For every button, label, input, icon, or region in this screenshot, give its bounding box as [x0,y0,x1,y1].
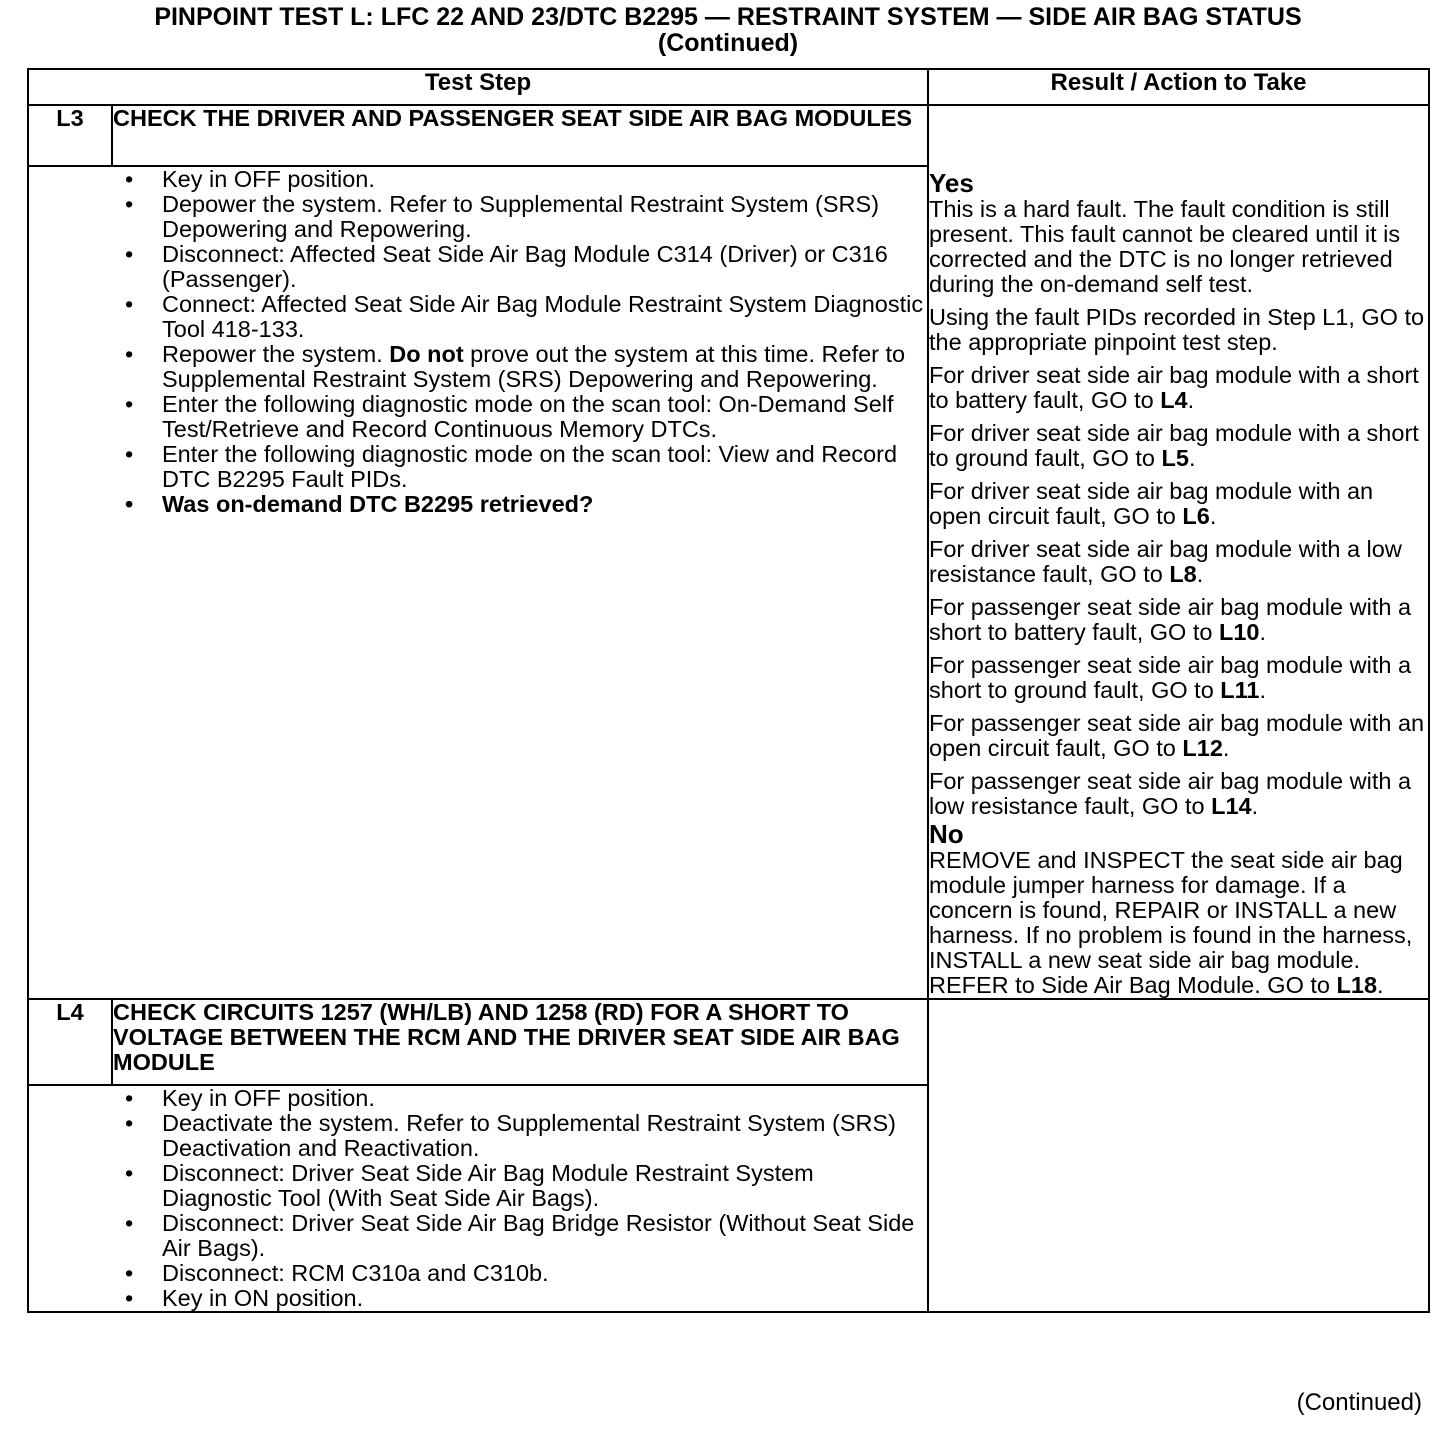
step-l3-title-row [28,105,1429,166]
list-item: • Connect: Affected Seat Side Air Bag Module Restraint System Diagnostic Tool 418-133. [29,292,927,342]
route-l6: For driver seat side air bag module with an open circuit fault, GO to L6. [929,478,1374,529]
header-row [28,69,1429,105]
list-item: • Deactivate the system. Refer to Supplemental Restraint System (SRS) Deactivation and Reactivation. [29,1111,927,1161]
step-l3-body [28,166,928,999]
step-l4-id: L4 [28,999,112,1085]
route-ref: L4 [1160,387,1188,413]
page-title [0,4,1456,56]
step-l4-title-row [28,999,1429,1085]
list-item: • Was on-demand DTC B2295 retrieved? [29,492,927,517]
list-item: • Disconnect: Affected Seat Side Air Bag Module C314 (Driver) or C316 (Passenger). [29,242,927,292]
yes-label: Yes [929,168,974,198]
step-l4-body [28,1085,928,1312]
continued-footer: (Continued) [1296,1389,1422,1416]
route-l8: For driver seat side air bag module with a low resistance fault, GO to L8. [929,536,1402,587]
yes-text: This is a hard fault. The fault condition is still present. This fault cannot be cleared until it is corrected and the DTC is no longer retrieved during the on-demand self test. [929,196,1401,297]
route-ref: L11 [1220,677,1260,703]
route-l11: For passenger seat side air bag module with a short to ground fault, GO to L11. [929,652,1412,703]
list-item: • Key in ON position. [29,1286,927,1311]
route-ref: L5 [1161,445,1189,471]
step-l3-id: L3 [28,105,112,166]
list-item: • Enter the following diagnostic mode on the scan tool: On-Demand Self Test/Retrieve and Record Continuous Memory DTCs. [29,392,927,442]
step-l3-result [928,105,1429,999]
list-item: • Disconnect: Driver Seat Side Air Bag Bridge Resistor (Without Seat Side Air Bags). [29,1211,927,1261]
route-l4: For driver seat side air bag module with a short to battery fault, GO to L4. [929,362,1419,413]
list-item: • Disconnect: RCM C310a and C310b. [29,1261,927,1286]
no-text: REMOVE and INSPECT the seat side air bag module jumper harness for damage. If a concern is found, REPAIR or INSTALL a new harness. If no problem is found in the harness, INSTALL a new seat side air bag module. REFER to Side Air Bag Module. GO to L18. [929,847,1413,998]
route-ref: L6 [1182,503,1210,529]
list-item: • Repower the system. Do not prove out the system at this time. Refer to Supplemental Restraint System (SRS) Depowering and Repowering. [29,342,927,392]
route-l5: For driver seat side air bag module with a short to ground fault, GO to L5. [929,420,1419,471]
route-l10: For passenger seat side air bag module with a short to battery fault, GO to L10. [929,594,1412,645]
list-item: • Enter the following diagnostic mode on the scan tool: View and Record DTC B2295 Fault PIDs. [29,442,927,492]
list-item: • Key in OFF position. [29,1086,927,1111]
route-l14: For passenger seat side air bag module with a low resistance fault, GO to L14. [929,768,1412,819]
step-l3-title: CHECK THE DRIVER AND PASSENGER SEAT SIDE AIR BAG MODULES [112,105,928,166]
step-l4-result [928,999,1429,1312]
header-test-step: Test Step [28,69,928,105]
no-label: No [929,819,964,849]
route-ref: L18 [1336,972,1378,998]
page-title-line1: PINPOINT TEST L: LFC 22 AND 23/DTC B2295 — RESTRAINT SYSTEM — SIDE AIR BAG STATUS [154,3,1302,31]
route-ref: L12 [1182,735,1223,761]
emphasis-text: Do not [389,341,464,367]
step-l4-bullets [29,1086,927,1311]
using-text: Using the fault PIDs recorded in Step L1, GO to the appropriate pinpoint test step. [929,304,1425,355]
list-item: • Depower the system. Refer to Supplemental Restraint System (SRS) Depowering and Repowering. [29,192,927,242]
route-ref: L10 [1218,619,1260,645]
route-ref: L8 [1169,561,1197,587]
pinpoint-test-table [27,68,1430,1313]
route-l12: For passenger seat side air bag module with an open circuit fault, GO to L12. [929,710,1425,761]
step-l4-title: CHECK CIRCUITS 1257 (WH/LB) AND 1258 (RD) FOR A SHORT TO VOLTAGE BETWEEN THE RCM AND THE DRIVER SEAT SIDE AIR BAG MODULE [112,999,928,1085]
list-item: • Disconnect: Driver Seat Side Air Bag Module Restraint System Diagnostic Tool (With Seat Side Air Bags). [29,1161,927,1211]
page-title-line2: (Continued) [657,29,799,57]
header-result-action: Result / Action to Take [928,69,1429,105]
list-item: • Key in OFF position. [29,167,927,192]
step-l3-bullets [29,167,927,517]
route-ref: L14 [1211,793,1252,819]
